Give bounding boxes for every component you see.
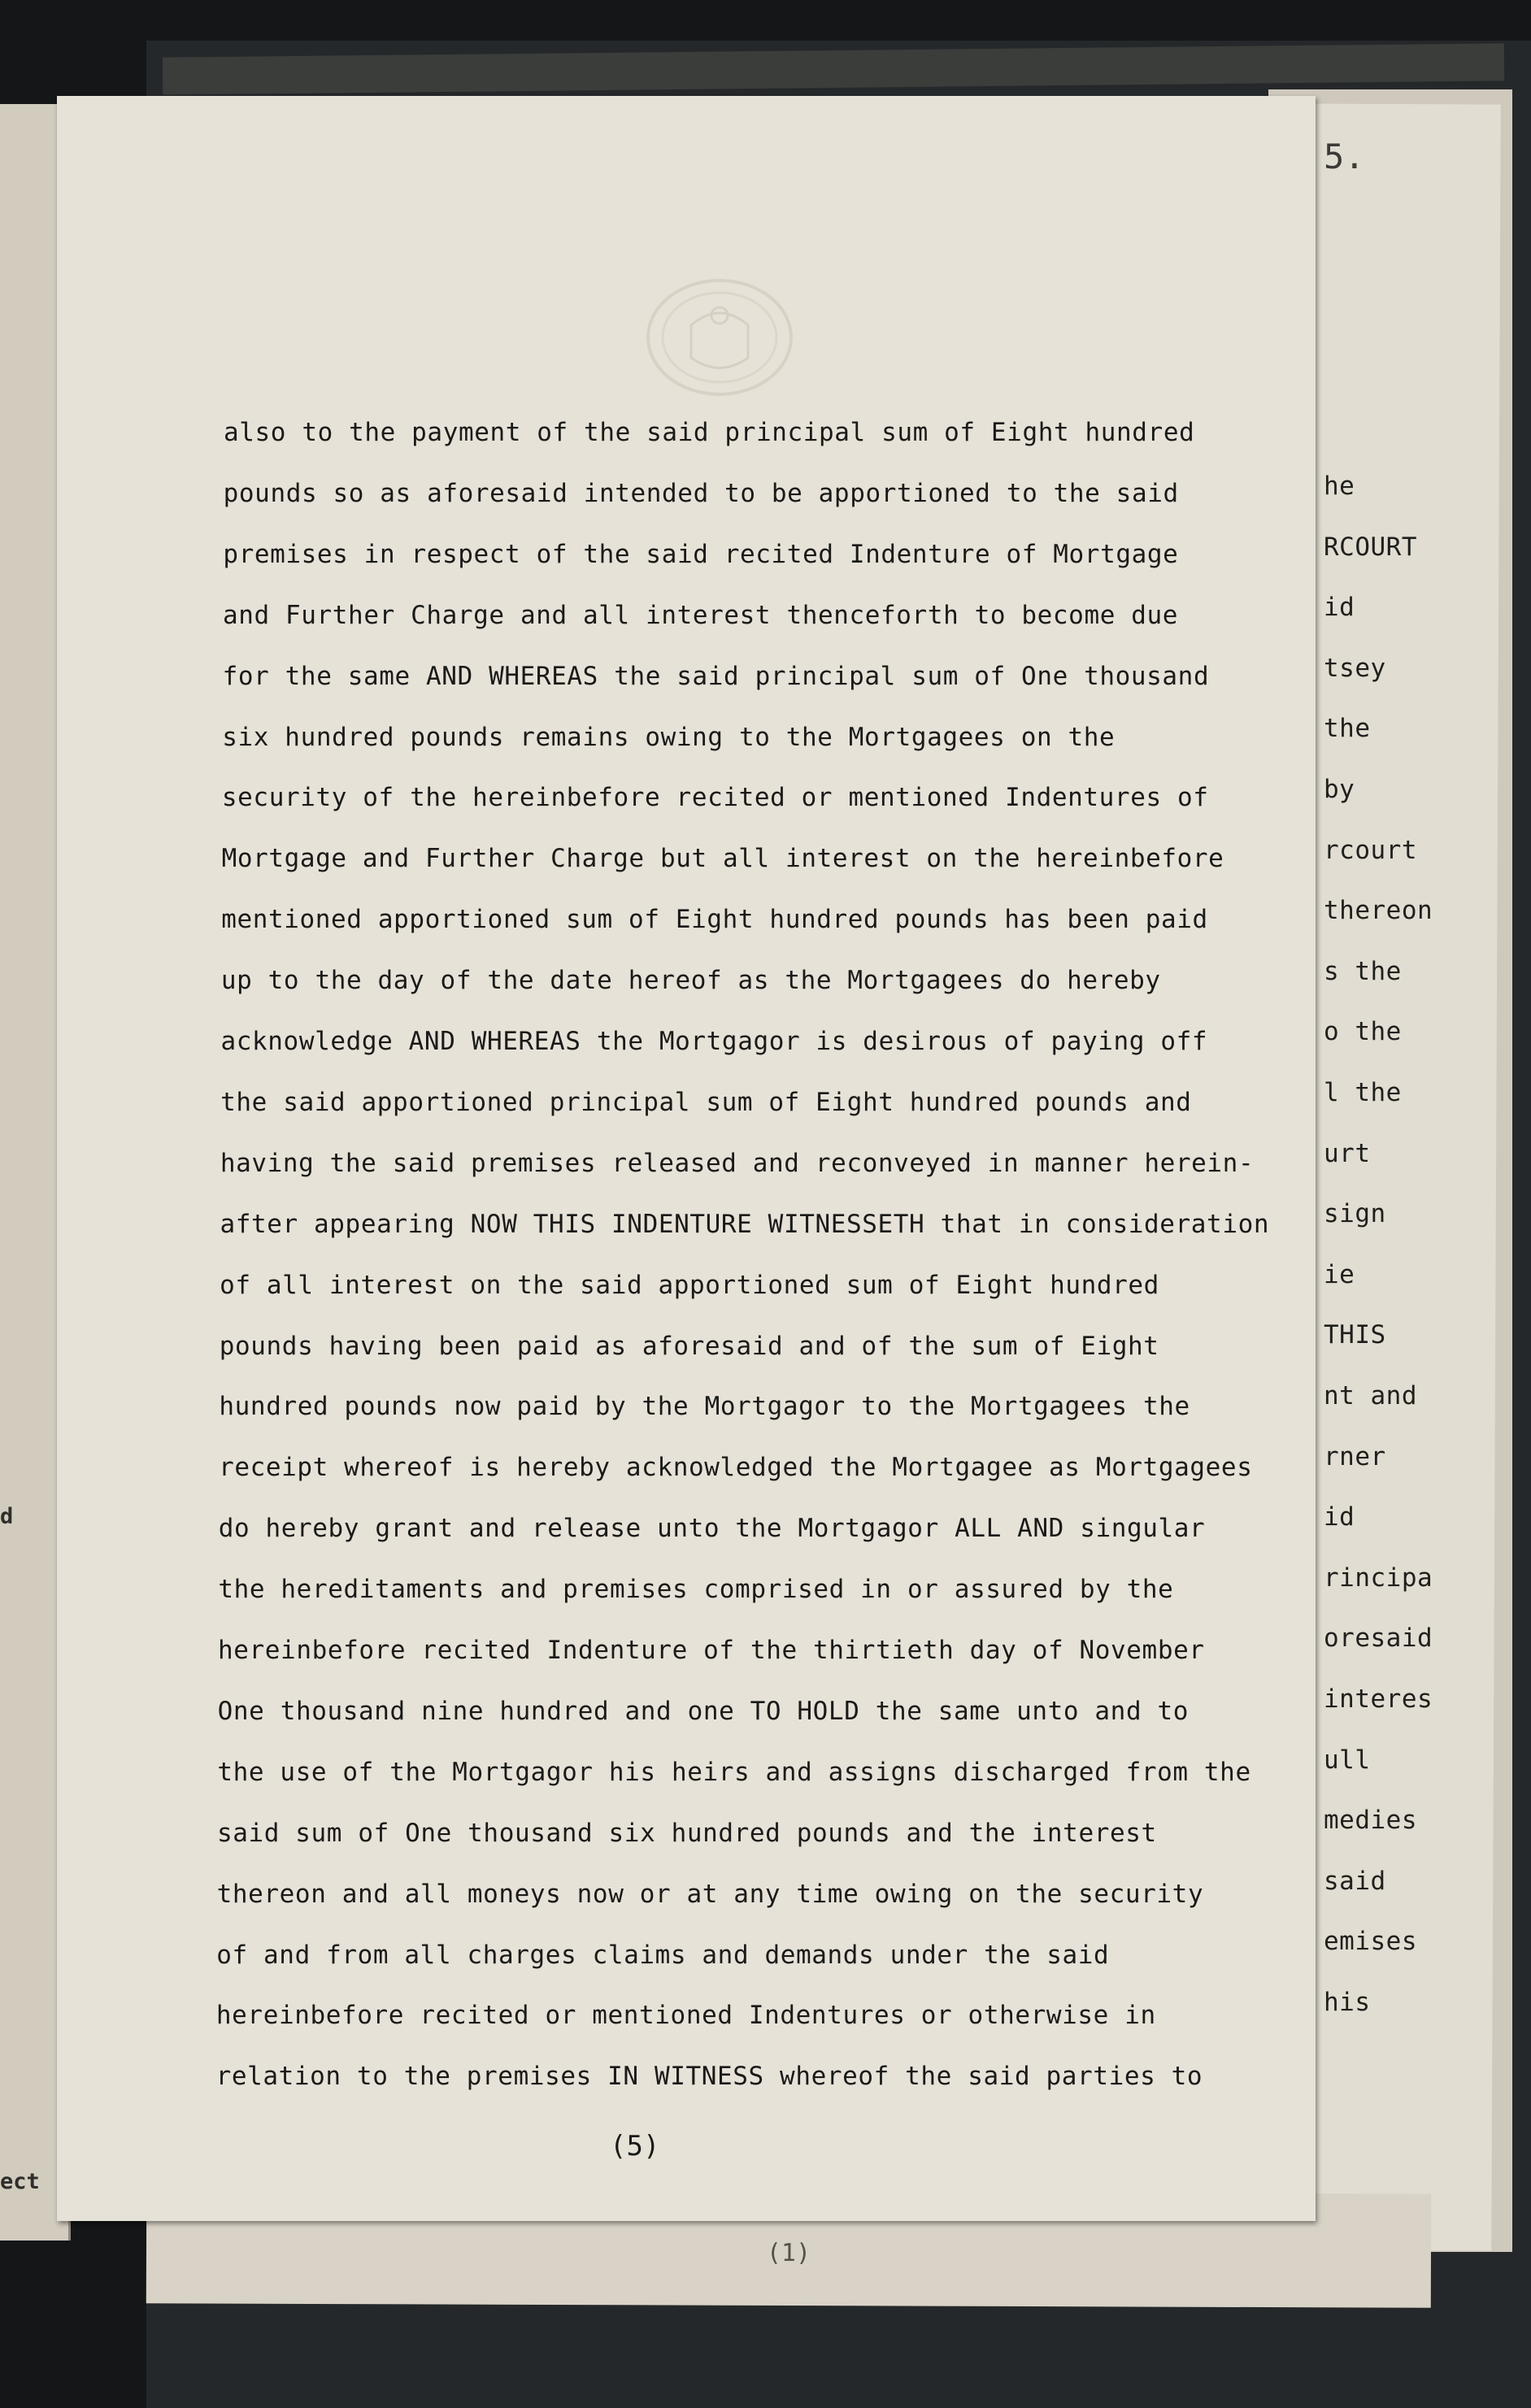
document-line: hereinbefore recited or mentioned Indentures or otherwise in: [215, 2001, 1156, 2031]
underlying-page-fragment: sign: [1324, 1199, 1386, 1229]
underlying-page-fragment: the: [1324, 714, 1371, 744]
underlying-page-fragment: ull: [1324, 1745, 1371, 1775]
underlying-page-fragment: said: [1324, 1866, 1386, 1896]
document-page: [57, 96, 1316, 2221]
left-page-fragment: ect: [0, 2169, 40, 2194]
document-line: pounds having been paid as aforesaid and of the sum of Eight: [219, 1331, 1159, 1361]
underlying-page-fragment: emises: [1324, 1927, 1417, 1957]
underlying-page-fragment: s the: [1324, 956, 1402, 986]
document-line: pounds so as aforesaid intended to be apportioned to the said: [223, 478, 1179, 508]
underlying-page-fragment: nt and: [1324, 1381, 1417, 1410]
document-line: Mortgage and Further Charge but all interest on the hereinbefore: [221, 844, 1224, 874]
underlying-page-fragment: thereon: [1324, 896, 1433, 926]
document-line: six hundred pounds remains owing to the Mortgagees on the: [222, 722, 1116, 752]
document-line: after appearing NOW THIS INDENTURE WITNESSETH that in consideration: [220, 1209, 1270, 1239]
document-line: having the said premises released and reconveyed in manner herein-: [220, 1148, 1255, 1178]
document-line: of and from all charges claims and demands under the said: [216, 1940, 1110, 1970]
underlying-page-fragment: ie: [1324, 1259, 1355, 1289]
document-line: the hereditaments and premises comprised in or assured by the: [218, 1575, 1174, 1605]
underlying-page-fragment: his: [1324, 1988, 1371, 2017]
left-page-fragment: d: [0, 1504, 14, 1529]
underlying-page-fragment: THIS: [1324, 1320, 1386, 1350]
document-line: thereon and all moneys now or at any time owing on the security: [216, 1879, 1204, 1909]
document-line: receipt whereof is hereby acknowledged the Mortgagee as Mortgagees: [219, 1453, 1253, 1483]
document-line: relation to the premises IN WITNESS whereof the said parties to: [215, 2062, 1203, 2092]
document-line: premises in respect of the said recited Indenture of Mortgage: [223, 539, 1179, 569]
underlying-page-fragment: rner: [1324, 1441, 1386, 1471]
document-line: also to the payment of the said principal sum of Eight hundred: [224, 418, 1195, 447]
document-line: One thousand nine hundred and one TO HOLD the same unto and to: [217, 1696, 1189, 1726]
document-line: of all interest on the said apportioned sum of Eight hundred: [220, 1270, 1159, 1300]
underlying-page-fragment: oresaid: [1324, 1623, 1433, 1654]
underlying-page-fragment: o the: [1324, 1017, 1402, 1047]
embossed-crest-icon: [642, 276, 797, 398]
document-line: acknowledge AND WHEREAS the Mortgagor is desirous of paying off: [220, 1027, 1208, 1056]
document-line: hundred pounds now paid by the Mortgagor to the Mortgagees the: [219, 1392, 1190, 1422]
document-line: do hereby grant and release unto the Mortgagor ALL AND singular: [218, 1514, 1206, 1544]
underlying-page-fragment: l the: [1324, 1078, 1402, 1107]
underlying-page-fragment: by: [1324, 775, 1355, 804]
document-line: and Further Charge and all interest thenceforth to become due: [222, 600, 1179, 630]
underlying-page-fragment: RCOURT: [1324, 532, 1417, 562]
document-line: up to the day of the date hereof as the Mortgagees do hereby: [220, 966, 1161, 996]
document-line: for the same AND WHEREAS the said principal sum of One thousand: [222, 661, 1210, 691]
document-line: said sum of One thousand six hundred pounds and the interest: [216, 1818, 1157, 1848]
underlying-page-fragment: rincipa: [1324, 1563, 1433, 1593]
underlying-page-fragment: medies: [1324, 1806, 1417, 1836]
bottom-sheet-footer: (1): [766, 2238, 811, 2268]
underlying-page-fragment: id: [1324, 593, 1355, 623]
underlying-page-mark: 5.: [1324, 137, 1365, 176]
underlying-page-fragment: interes: [1324, 1684, 1433, 1714]
underlying-page-fragment: tsey: [1324, 653, 1386, 683]
page-number: (5): [610, 2130, 660, 2162]
underlying-page-fragment: he: [1324, 472, 1355, 501]
document-line: security of the hereinbefore recited or mentioned Indentures of: [221, 783, 1209, 813]
document-line: mentioned apportioned sum of Eight hundred pounds has been paid: [221, 905, 1208, 935]
underlying-page-fragment: id: [1324, 1502, 1355, 1532]
document-line: the use of the Mortgagor his heirs and assigns discharged from the: [217, 1757, 1251, 1787]
document-line: hereinbefore recited Indenture of the thirtieth day of November: [218, 1636, 1205, 1665]
document-line: the said apportioned principal sum of Eight hundred pounds and: [220, 1087, 1192, 1117]
underlying-page-fragment: urt: [1324, 1138, 1371, 1168]
underlying-page-fragment: rcourt: [1324, 835, 1417, 865]
